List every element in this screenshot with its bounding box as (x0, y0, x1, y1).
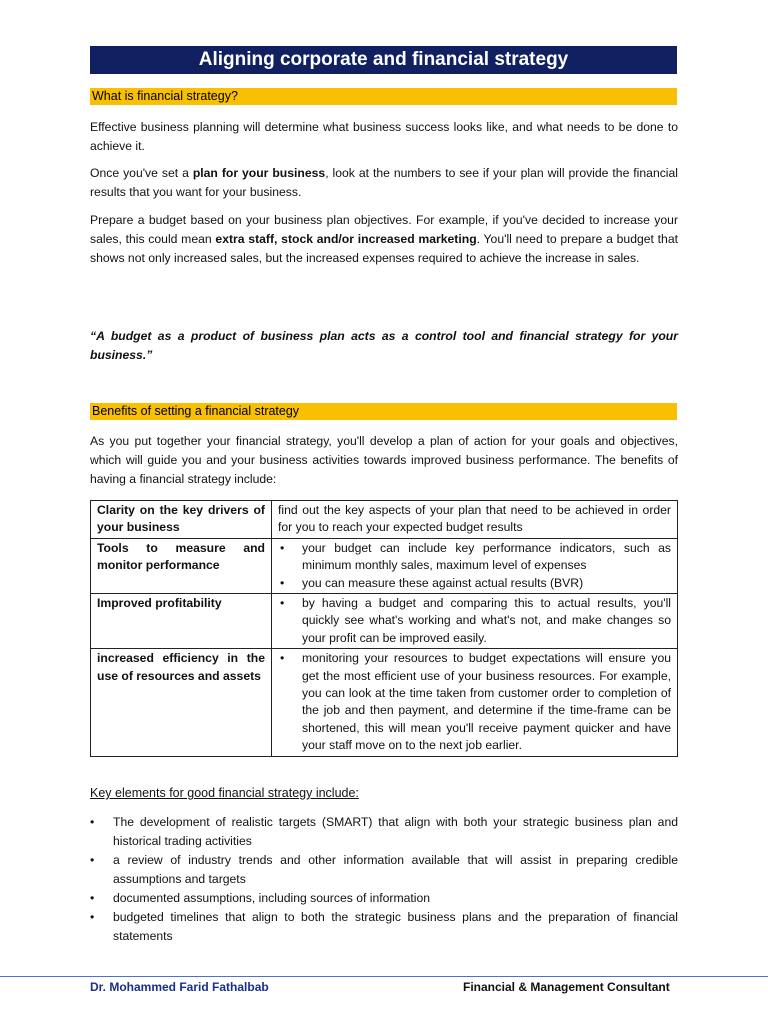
table-cell-text: find out the key aspects of your plan that need to be achieved in order for you to reach your expected budget results (272, 501, 678, 539)
footer-author: Dr. Mohammed Farid Fathalbab (90, 980, 269, 994)
bold-text-span: extra staff, stock and/or increased marketing (215, 232, 477, 246)
bullet-text: monitoring your resources to budget expectations will ensure you get the most efficient use of your business resources. For example, you can look at the time taken from customer order to completion of the job and then payment, and determine if the time-frame can be shortened, this will mean you'll receive payment quicker and have your staff move on to the next job earlier. (302, 651, 671, 753)
section-heading-financial-strategy: What is financial strategy? (90, 88, 677, 105)
key-elements-list (90, 813, 678, 946)
bullet-icon: • (90, 853, 95, 867)
budget-quote: “A budget as a product of business plan acts as a control tool and financial strategy for your business.” (90, 329, 678, 362)
table-row (91, 501, 678, 539)
key-elements-heading: Key elements for good financial strategy include: (90, 786, 359, 800)
footer-role: Financial & Management Consultant (463, 980, 670, 994)
bullet-item (278, 650, 671, 754)
bold-text-span: plan for your business (192, 166, 326, 180)
table-row (91, 594, 678, 649)
paragraph-plan-numbers (90, 164, 678, 202)
paragraph-business-planning: Effective business planning will determine what business success looks like, and what needs to be done to achieve it. (90, 120, 678, 153)
document-title: Aligning corporate and financial strategy (90, 46, 677, 74)
list-item (90, 851, 678, 889)
text-span: Prepare a budget based on your business plan objectives. For example, if you've decided to increase your sales, this could mean (90, 213, 678, 246)
bullet-item (278, 595, 671, 647)
paragraph-benefits-intro: As you put together your financial strategy, you'll develop a plan of action for your goals and objectives, which will guide you and your business activities towards improved business performance. The benefits of having a financial strategy include: (90, 434, 678, 486)
bullet-text: you can measure these against actual results (BVR) (302, 575, 584, 590)
paragraph-prepare-budget (90, 211, 678, 268)
list-item-text: documented assumptions, including sources of information (113, 891, 431, 905)
text-span: . You'll need to prepare a budget that shows not only increased sales, but the increased expenses required to achieve the increase in sales. (90, 232, 678, 265)
table-cell-label: increased efficiency in the use of resources and assets (91, 649, 272, 756)
table-cell-bullets (272, 538, 678, 593)
table-cell-label: Improved profitability (91, 594, 272, 649)
bullet-icon: • (90, 910, 95, 924)
text-span: Once you've set a (90, 166, 193, 180)
table-cell-label: Clarity on the key drivers of your business (91, 501, 272, 539)
table-row (91, 649, 678, 756)
bullet-icon: • (280, 540, 285, 555)
list-item (90, 889, 678, 908)
table-row (91, 538, 678, 593)
bullet-item (278, 540, 671, 575)
bullet-icon: • (90, 815, 95, 829)
footer-divider (0, 976, 768, 977)
bullet-icon: • (90, 891, 95, 905)
bullet-text: your budget can include key performance indicators, such as minimum monthly sales, maximum level of expenses (302, 540, 671, 573)
list-item-text: a review of industry trends and other information available that will assist in preparing credible assumptions and targets (113, 853, 678, 886)
table-cell-label: Tools to measure and monitor performance (91, 538, 272, 593)
section-heading-benefits: Benefits of setting a financial strategy (90, 403, 677, 420)
bullet-icon: • (280, 651, 285, 666)
list-item-text: budgeted timelines that align to both the strategic business plans and the preparation of financial statements (113, 910, 678, 943)
benefits-table (90, 500, 678, 757)
list-item (90, 813, 678, 851)
table-cell-bullets (272, 594, 678, 649)
text-span: , look at the numbers to see if your plan will provide the financial results that you want for your business. (90, 166, 679, 199)
bullet-item (278, 575, 671, 592)
bullet-text: by having a budget and comparing this to actual results, you'll quickly see what's working and what's not, and make changes so your profit can be improved easily. (302, 596, 671, 645)
bullet-icon: • (280, 575, 285, 590)
list-item-text: The development of realistic targets (SMART) that align with both your strategic business plan and historical trading activities (113, 815, 678, 848)
list-item (90, 908, 678, 946)
table-cell-bullets (272, 649, 678, 756)
bullet-icon: • (280, 596, 285, 611)
